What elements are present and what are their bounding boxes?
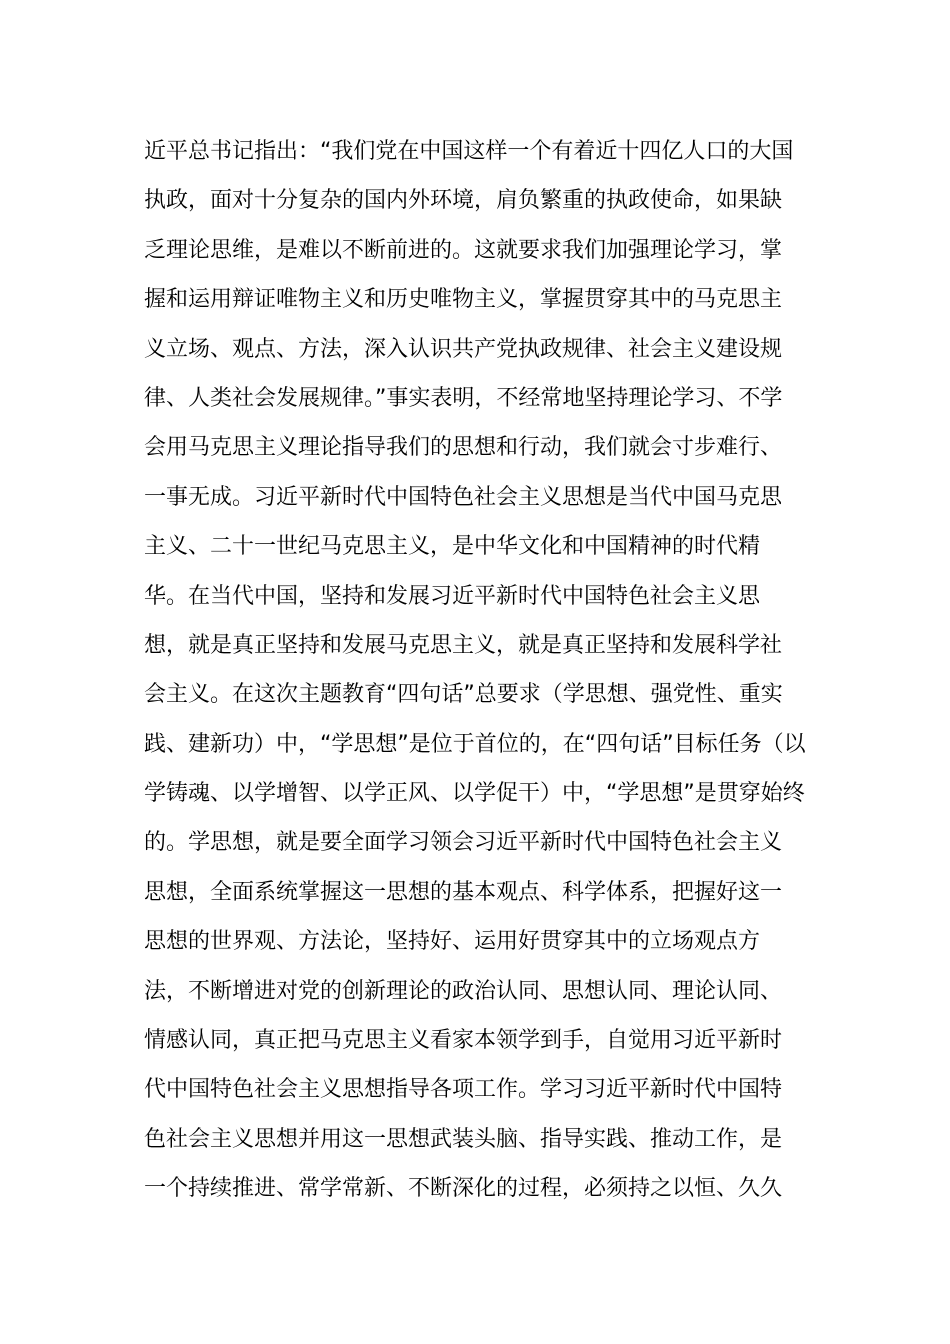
text-line: 想，就是真正坚持和发展马克思主义，就是真正坚持和发展科学社: [144, 632, 783, 658]
text-line: 一个持续推进、常学常新、不断深化的过程，必须持之以恒、久久: [144, 1176, 783, 1202]
text-line: 法，不断增进对党的创新理论的政治认同、思想认同、理论认同、: [144, 978, 783, 1004]
text-line: 握和运用辩证唯物主义和历史唯物主义，掌握贯穿其中的马克思主: [144, 287, 783, 313]
text-line: 会用马克思主义理论指导我们的思想和行动，我们就会寸步难行、: [144, 435, 783, 461]
text-line: 学铸魂、以学增智、以学正风、以学促干）中，“学思想”是贯穿始终: [144, 781, 805, 807]
text-line: 执政，面对十分复杂的国内外环境，肩负繁重的执政使命，如果缺: [144, 188, 783, 214]
text-line: 乏理论思维，是难以不断前进的。这就要求我们加强理论学习，掌: [144, 237, 783, 263]
text-line: 色社会主义思想并用这一思想武装头脑、指导实践、推动工作，是: [144, 1126, 783, 1152]
text-line: 近平总书记指出：“我们党在中国这样一个有着近十四亿人口的大国: [144, 139, 794, 164]
text-line: 义立场、观点、方法，深入认识共产党执政规律、社会主义建设规: [144, 336, 783, 362]
text-line: 主义、二十一世纪马克思主义，是中华文化和中国精神的时代精: [144, 534, 761, 560]
text-line: 思想的世界观、方法论，坚持好、运用好贯穿其中的立场观点方: [144, 929, 761, 955]
text-line: 践、建新功）中，“学思想”是位于首位的，在“四句话”目标任务（以: [144, 731, 806, 757]
text-line: 一事无成。习近平新时代中国特色社会主义思想是当代中国马克思: [144, 484, 783, 510]
text-line: 情感认同，真正把马克思主义看家本领学到手，自觉用习近平新时: [144, 1028, 783, 1054]
text-line: 律、人类社会发展规律。”事实表明，不经常地坚持理论学习、不学: [144, 385, 783, 411]
text-line: 思想，全面系统掌握这一思想的基本观点、科学体系，把握好这一: [144, 879, 783, 905]
text-line: 华。在当代中国，坚持和发展习近平新时代中国特色社会主义思: [144, 583, 761, 609]
text-line: 会主义。在这次主题教育“四句话”总要求（学思想、强党性、重实: [144, 682, 783, 708]
text-line: 的。学思想，就是要全面学习领会习近平新时代中国特色社会主义: [144, 830, 783, 856]
text-line: 代中国特色社会主义思想指导各项工作。学习习近平新时代中国特: [144, 1077, 783, 1103]
body-text: [144, 127, 824, 1214]
